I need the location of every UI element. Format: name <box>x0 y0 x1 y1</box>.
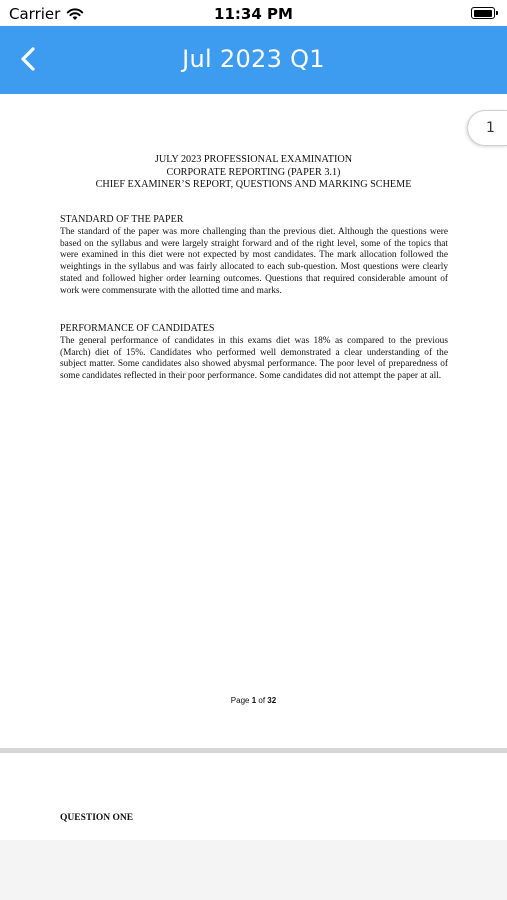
question-heading: QUESTION ONE <box>60 813 134 823</box>
section-body: The standard of the paper was more challenging than the previous diet. Although the questions were based on the syllabus and were largely straight forward and of the right level, some of the topics that were examined in this diet were not expected by most candidates. The mark allocation followed the weightings in the syllabus and was fairly allocated to each sub-question. Most questions were clearly stated and followed higher order learning outcomes. Questions that required considerable amount of work were commensurate with the allotted time and marks. <box>60 226 448 296</box>
status-time: 11:34 PM <box>214 5 293 23</box>
document-page-2 <box>0 753 507 840</box>
footer-total-pages: 32 <box>267 696 277 705</box>
header-line: CHIEF EXAMINER’S REPORT, QUESTIONS AND MARKING SCHEME <box>95 179 412 190</box>
header-line: CORPORATE REPORTING (PAPER 3.1) <box>166 166 341 178</box>
section-body: The general performance of candidates in this exams diet was 18% as compared to the previous (March) diet of 15%. Candidates who performed well demonstrated a clear understanding of the subject matter. Some candidates also showed abysmal performance. The poor level of preparedness of some candidates reflected in their poor performance. Some candidates did not attempt the paper at all. <box>60 335 448 382</box>
page-footer <box>0 696 507 705</box>
page-indicator[interactable]: 1 <box>467 110 507 146</box>
section-heading: PERFORMANCE OF CANDIDATES <box>60 323 215 334</box>
header-line: JULY 2023 PROFESSIONAL EXAMINATION <box>154 154 353 165</box>
page-title: Jul 2023 Q1 <box>182 45 325 73</box>
bottom-toolbar <box>0 840 507 900</box>
footer-mid: of <box>256 696 268 705</box>
footer-current-page: 1 <box>251 696 257 705</box>
document-page-1 <box>0 94 507 748</box>
section-heading: STANDARD OF THE PAPER <box>60 214 184 225</box>
section-standard <box>60 214 448 298</box>
battery-icon <box>471 7 495 19</box>
document-header <box>60 154 447 192</box>
status-bar <box>0 0 507 26</box>
nav-bar <box>0 26 507 94</box>
section-performance <box>60 323 448 383</box>
footer-prefix: Page <box>230 696 252 705</box>
carrier-label: Carrier <box>9 5 61 23</box>
